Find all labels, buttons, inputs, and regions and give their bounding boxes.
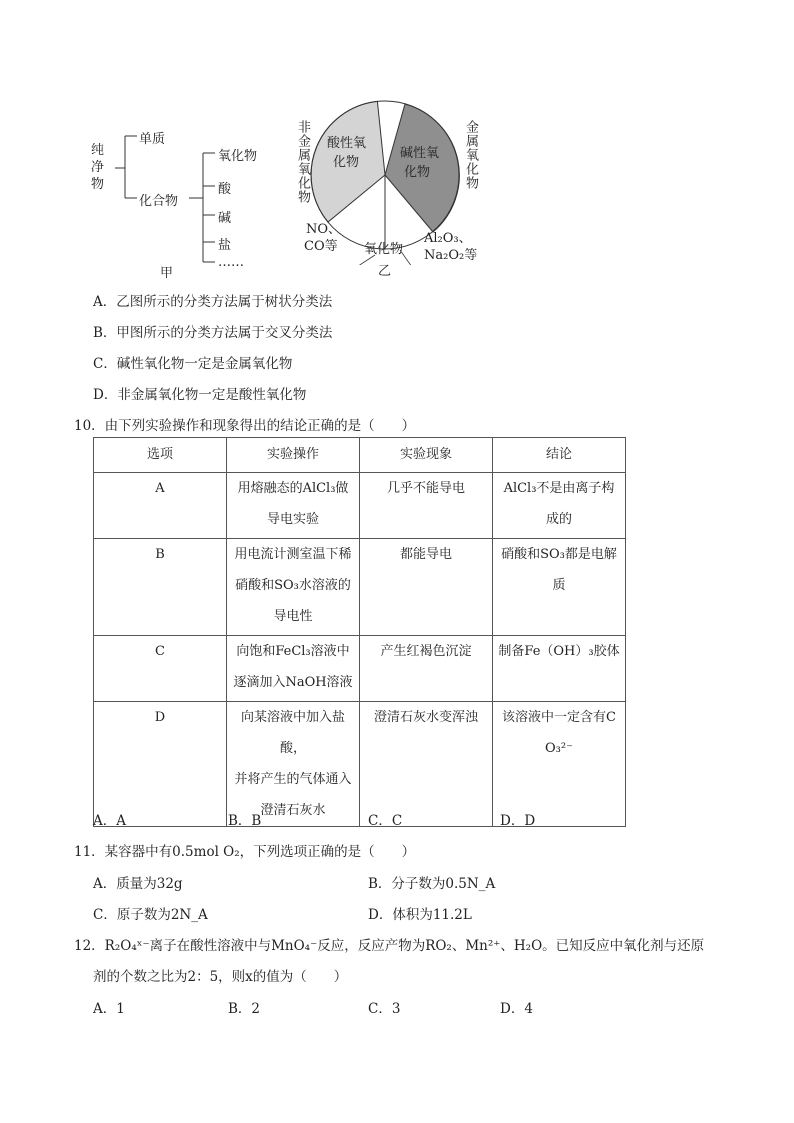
header-conclusion: 结论 <box>493 438 626 473</box>
header-option: 选项 <box>94 438 227 473</box>
cell-conclusion <box>493 702 626 827</box>
cell-line: 澄清石灰水变浑浊 <box>373 710 478 725</box>
label-no: NO、 <box>306 222 342 237</box>
label-co: CO等 <box>304 239 338 254</box>
cell-line: O₃²⁻ <box>545 741 573 756</box>
tree-leaf-salt: 盐 <box>218 238 232 253</box>
table-row <box>94 702 626 827</box>
cell-line: 硝酸和SO₃水溶液的 <box>235 578 351 593</box>
cell-conclusion <box>493 539 626 636</box>
q10-table <box>93 437 626 827</box>
cell-line: 用熔融态的AlCl₃做 <box>237 481 349 496</box>
pie-caption: 乙 <box>378 264 392 279</box>
q9-option-c: C．碱性氧化物一定是金属氧化物 <box>93 356 293 372</box>
q12-stem-line2: 剂的个数之比为2：5，则x的值为（ ） <box>93 969 348 985</box>
cell-line: 产生红褐色沉淀 <box>380 644 472 659</box>
q12-option-a: A．1 <box>93 1001 125 1017</box>
cell-line: 几乎不能导电 <box>386 481 465 496</box>
tree-leaf-ellipsis: …… <box>218 255 244 270</box>
q11-option-d: D．体积为11.2L <box>368 907 472 923</box>
tree-branch-element: 单质 <box>139 132 166 147</box>
q9-option-d: D．非金属氧化物一定是酸性氧化物 <box>93 387 307 403</box>
label-na2o2: Na₂O₂等 <box>424 248 478 263</box>
q12-option-d: D．4 <box>500 1001 533 1017</box>
q12-option-b: B．2 <box>228 1001 261 1017</box>
q12-option-c: C．3 <box>368 1001 401 1017</box>
cell-operation <box>227 636 360 702</box>
cell-conclusion <box>493 473 626 539</box>
cell-line: 澄清石灰水 <box>260 803 326 818</box>
q9-option-a: A．乙图所示的分类方法属于树状分类法 <box>93 294 333 310</box>
cell-line: AlCl₃不是由离子构 <box>503 481 615 496</box>
cell-phenomenon <box>360 539 493 636</box>
table-row <box>94 636 626 702</box>
tree-leaf-acid: 酸 <box>218 182 232 197</box>
cell-line: 导电性 <box>273 609 313 624</box>
q10-choice-b: B．B <box>228 813 262 829</box>
q11-option-c: C．原子数为2N_A <box>93 907 208 923</box>
table-row <box>94 539 626 636</box>
q10-choice-a: A．A <box>93 813 126 829</box>
q10-choice-d: D．D <box>500 813 536 829</box>
cell-operation <box>227 473 360 539</box>
base-oxide-label-2: 化物 <box>404 165 431 180</box>
q9-option-b: B．甲图所示的分类方法属于交叉分类法 <box>93 325 333 341</box>
cell-option: C <box>94 636 227 702</box>
cell-phenomenon <box>360 702 493 827</box>
q11-stem: 11．某容器中有0.5mol O₂，下列选项正确的是（ ） <box>74 844 416 860</box>
cell-conclusion <box>493 636 626 702</box>
cell-option: D <box>94 702 227 827</box>
cell-operation <box>227 702 360 827</box>
cell-line: 逐滴加入NaOH溶液 <box>233 675 353 690</box>
header-phenomenon: 实验现象 <box>360 438 493 473</box>
label-metal-oxide: 金属氧化物 <box>463 120 478 190</box>
tree-root: 纯净物 <box>91 143 105 192</box>
cell-option: B <box>94 539 227 636</box>
label-al2o3: Al₂O₃、 <box>424 231 472 246</box>
acid-oxide-label-1: 酸性氧 <box>327 136 367 151</box>
cell-line: 制备Fe（OH）₃胶体 <box>498 644 620 659</box>
cell-phenomenon <box>360 473 493 539</box>
q11-option-a: A．质量为32g <box>93 876 183 892</box>
base-oxide-label-1: 碱性氧 <box>400 146 440 161</box>
acid-oxide-label-2: 化物 <box>333 155 360 170</box>
q10-choice-c: C．C <box>368 813 403 829</box>
q11-option-b: B．分子数为0.5N_A <box>368 876 496 892</box>
cell-line: 硝酸和SO₃都是电解 <box>501 547 617 562</box>
tree-caption: 甲 <box>160 266 174 281</box>
q12-stem-line1: 12．R₂O₄ˣ⁻离子在酸性溶液中与MnO₄⁻反应，反应产物为RO₂、Mn²⁺、H₂O。已知反应中氧化剂与还原 <box>74 938 705 954</box>
cell-line: 用电流计测室温下稀 <box>234 547 352 562</box>
cell-line: 质 <box>552 578 566 593</box>
cell-line: 成的 <box>545 512 572 527</box>
cell-line: 向某溶液中加入盐酸， <box>240 710 345 756</box>
cell-line: 向饱和FeCl₃溶液中 <box>236 644 350 659</box>
cell-line: 都能导电 <box>399 547 452 562</box>
label-center-oxide: 氧化物 <box>364 242 404 257</box>
tree-branch-compound: 化合物 <box>139 194 179 209</box>
cell-line: 并将产生的气体通入 <box>234 772 352 787</box>
cell-line: 该溶液中一定含有C <box>502 710 616 725</box>
label-nonmetal-oxide: 非金属氧化物 <box>295 120 310 204</box>
table-header-row <box>94 438 626 473</box>
cell-line: 导电实验 <box>266 512 319 527</box>
q10-stem: 10．由下列实验操作和现象得出的结论正确的是（ ） <box>74 418 416 434</box>
header-operation: 实验操作 <box>227 438 360 473</box>
tree-leaf-oxide: 氧化物 <box>218 149 258 164</box>
cell-option: A <box>94 473 227 539</box>
cell-phenomenon <box>360 636 493 702</box>
cell-operation <box>227 539 360 636</box>
table-row <box>94 473 626 539</box>
tree-leaf-base: 碱 <box>218 211 232 226</box>
